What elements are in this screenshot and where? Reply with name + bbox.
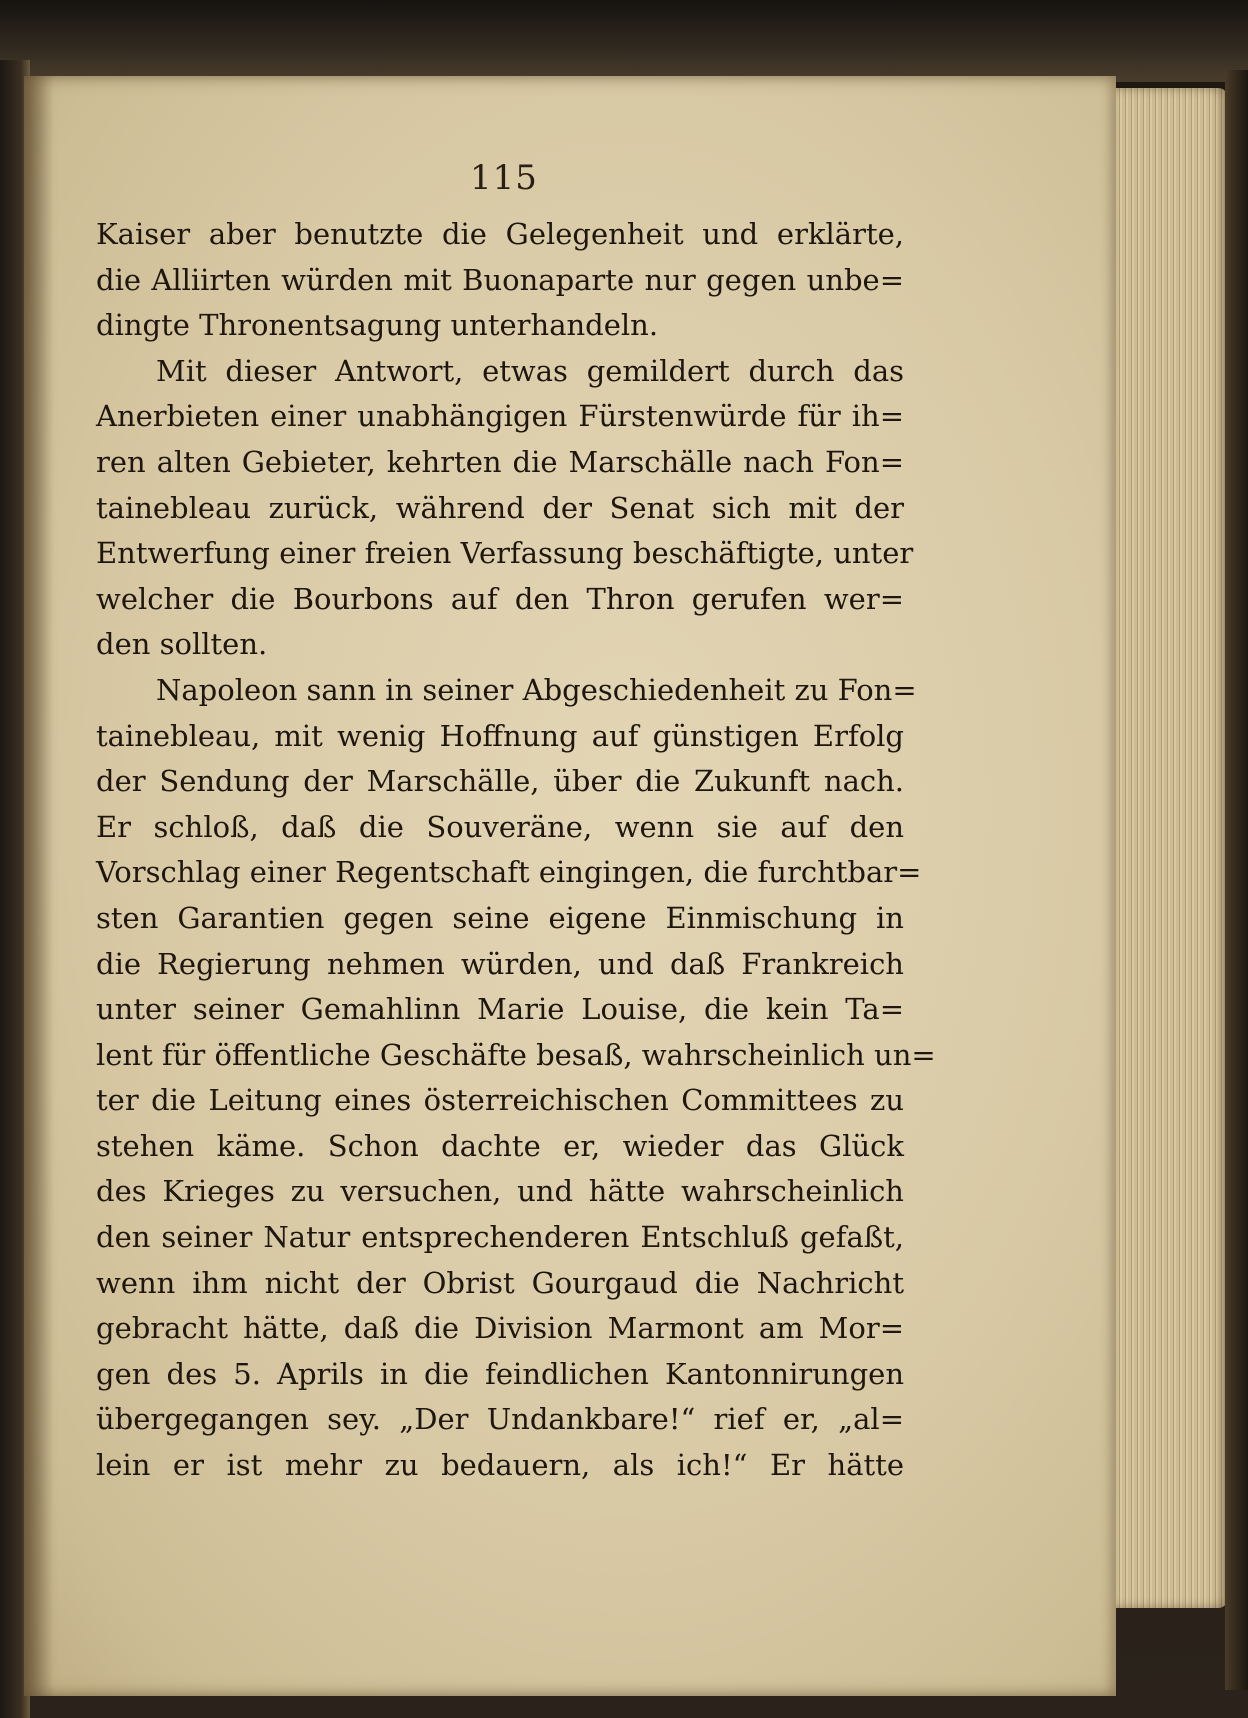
gutter-shadow bbox=[24, 76, 54, 1696]
text-line: unter seiner Gemahlinn Marie Louise, die kein Ta= bbox=[96, 992, 904, 1027]
text-line: wenn ihm nicht der Obrist Gourgaud die Nachricht bbox=[96, 1265, 904, 1300]
text-line: dingte Thronentsagung unterhandeln. bbox=[96, 308, 659, 343]
book-cover-right bbox=[1225, 70, 1248, 1690]
text-line: welcher die Bourbons auf den Thron gerufen wer= bbox=[96, 581, 904, 616]
text-line: der Sendung der Marschälle, über die Zukunft nach. bbox=[96, 764, 904, 799]
text-line: Napoleon sann in seiner Abgeschiedenheit zu Fon= bbox=[156, 672, 917, 707]
text-line: sten Garantien gegen seine eigene Einmischung in bbox=[96, 900, 904, 935]
book-binding-top bbox=[0, 0, 1248, 82]
text-line: übergegangen sey. „Der Undankbare!“ rief er, „al= bbox=[96, 1402, 904, 1437]
text-line: Vorschlag einer Regentschaft eingingen, die furchtbar= bbox=[96, 855, 922, 890]
body-text bbox=[96, 212, 936, 1512]
text-line: lein er ist mehr zu bedauern, als ich!“ Er hätte bbox=[96, 1448, 904, 1483]
text-line: lent für öffentliche Geschäfte besaß, wahrscheinlich un= bbox=[96, 1037, 936, 1072]
text-line: Anerbieten einer unabhängigen Fürstenwürde für ih= bbox=[96, 399, 904, 434]
text-line: Er schloß, daß die Souveräne, wenn sie auf den bbox=[96, 809, 904, 844]
text-line: den seiner Natur entsprechenderen Entschluß gefaßt, bbox=[96, 1220, 904, 1255]
text-line: stehen käme. Schon dachte er, wieder das Glück bbox=[96, 1128, 904, 1163]
text-line: ter die Leitung eines österreichischen Committees zu bbox=[96, 1083, 904, 1118]
text-line: die Regierung nehmen würden, und daß Frankreich bbox=[96, 946, 904, 981]
text-line: Mit dieser Antwort, etwas gemildert durch das bbox=[156, 353, 904, 388]
text-line: gen des 5. Aprils in die feindlichen Kantonnirungen bbox=[96, 1356, 904, 1391]
text-line: ren alten Gebieter, kehrten die Marschälle nach Fon= bbox=[96, 444, 904, 479]
text-line: tainebleau, mit wenig Hoffnung auf günstigen Erfolg bbox=[96, 718, 904, 753]
text-line: den sollten. bbox=[96, 627, 268, 662]
page-stack-edges bbox=[1110, 88, 1228, 1608]
text-line: Kaiser aber benutzte die Gelegenheit und erklärte, bbox=[96, 217, 904, 251]
text-line: tainebleau zurück, während der Senat sich mit der bbox=[96, 490, 904, 525]
text-line: die Alliirten würden mit Buonaparte nur gegen unbe= bbox=[96, 262, 904, 297]
text-line: gebracht hätte, daß die Division Marmont am Mor= bbox=[96, 1311, 904, 1346]
text-line: des Krieges zu versuchen, und hätte wahrscheinlich bbox=[96, 1174, 904, 1209]
text-line: Entwerfung einer freien Verfassung beschäftigte, unter bbox=[96, 536, 914, 571]
page-number: 115 bbox=[470, 158, 538, 198]
